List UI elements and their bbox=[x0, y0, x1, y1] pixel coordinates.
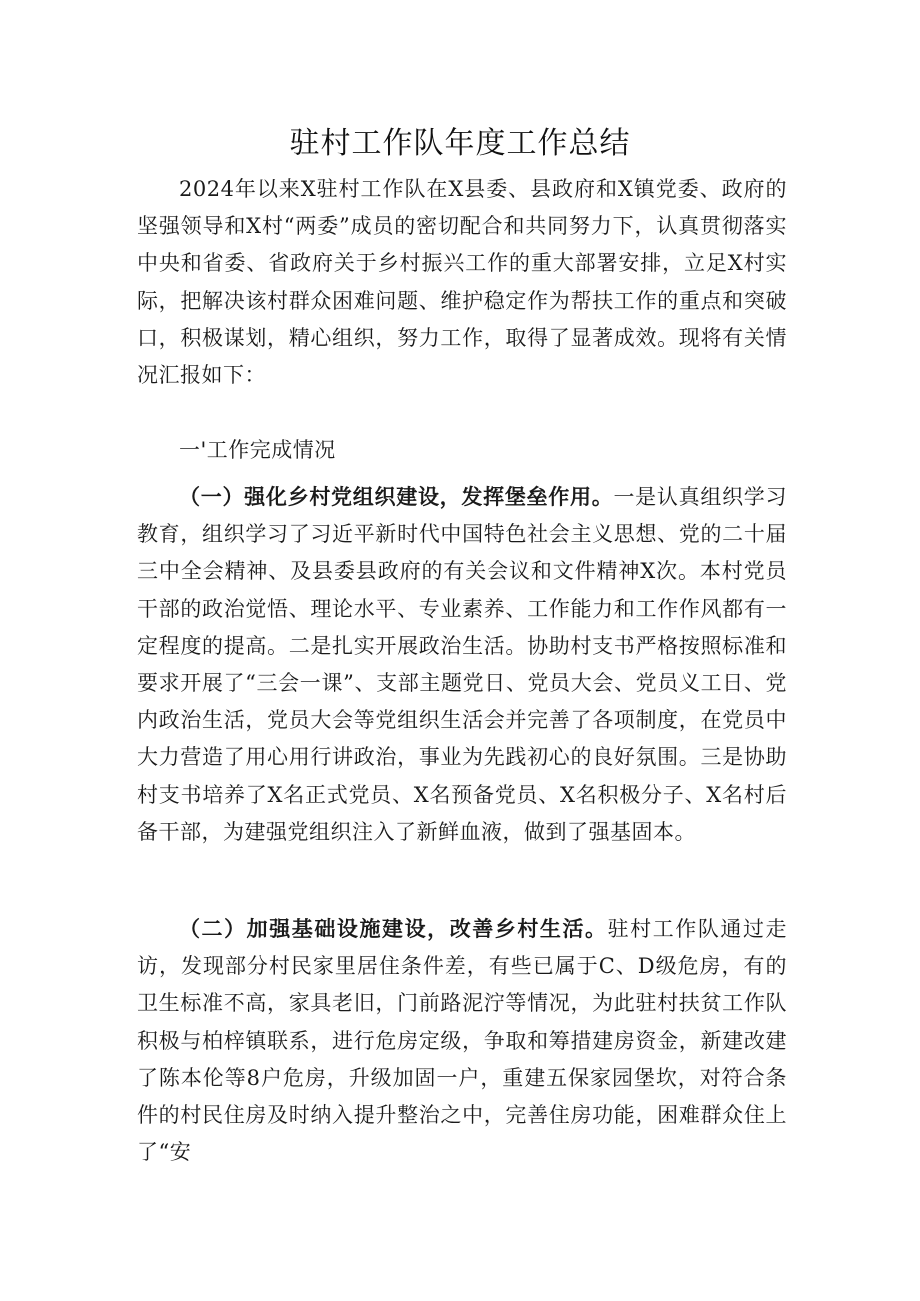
document-title: 驻村工作队年度工作总结 bbox=[289, 126, 631, 161]
paragraph-lead: （二）加强基础设施建设，改善乡村生活。 bbox=[179, 916, 608, 941]
paragraph-body: 一是认真组织学习教育，组织学习了习近平新时代中国特色社会主义思想、党的二十届三中全会精神、及县委县政府的有关会议和文件精神X次。本村党员干部的政治觉悟、理论水平、专业素养、工作能力和工作作风都有一定程度的提高。二是扎实开展政治生活。协助村支书严格按照标准和要求开展了“三会一课”、支部主题党日、党员大会、党员义工日、党内政治生活，党员大会等党组织生活会并完善了各项制度，在党员中大力营造了用心用行讲政治，事业为先践初心的良好氛围。三是协助村支书培养了X名正式党员、X名预备党员、X名积极分子、X名村后备干部，为建强党组织注入了新鲜血液，做到了强基固本。 bbox=[137, 485, 788, 844]
paragraph-lead: （一）强化乡村党组织建设，发挥堡垒作用。 bbox=[179, 484, 614, 509]
paragraph-body: 驻村工作队通过走访，发现部分村民家里居住条件差，有些已属于C、D级危房，有的卫生标准不高，家具老旧，门前路泥泞等情况，为此驻村扶贫工作队积极与柏梓镇联系，进行危房定级，争取和筹措建房资金，新建改建了陈本伦等8户危房，升级加固一户，重建五保家园堡坎，对符合条件的村民住房及时纳入提升整治之中，完善住房功能，困难群众住上了“安 bbox=[137, 917, 788, 1165]
section-heading: 一'工作完成情况 bbox=[179, 438, 336, 462]
intro-paragraph: 2024年以来X驻村工作队在X县委、县政府和X镇党委、政府的坚强领导和X村“两委”成员的密切配合和共同努力下，认真贯彻落实中央和省委、省政府关于乡村振兴工作的重大部署安排，立足X村实际，把解决该村群众困难问题、维护稳定作为帮扶工作的重点和突破口，积极谋划，精心组织，努力工作，取得了显著成效。现将有关情况汇报如下： bbox=[137, 177, 787, 388]
paragraph-party-building bbox=[137, 478, 787, 851]
paragraph-infrastructure bbox=[137, 910, 787, 1171]
